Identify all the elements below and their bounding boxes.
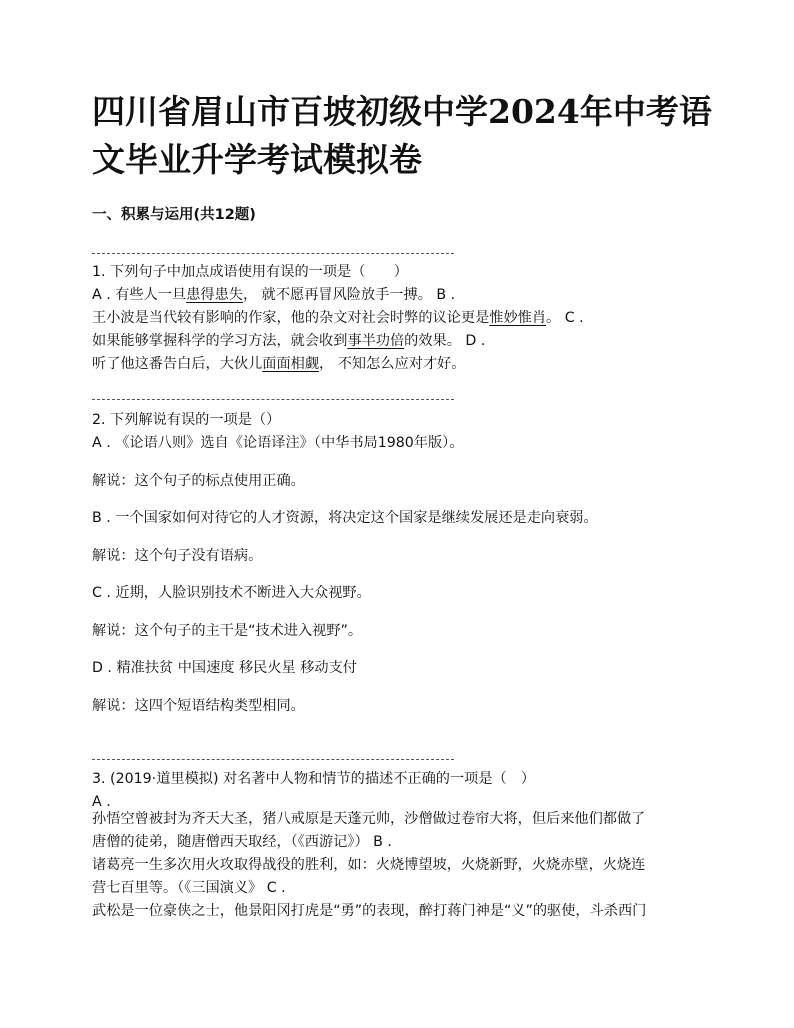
option-text: 如果能够掌握科学的学习方法，就会收到	[92, 333, 348, 349]
divider	[92, 759, 454, 760]
question-2-option-b: B . 一个国家如何对待它的人才资源，将决定这个国家是继续发展还是走向衰弱。	[92, 510, 598, 526]
question-2-option-a: A . 《论语八则》选自《论语译注》（中华书局1980年版）。	[92, 435, 464, 451]
page-title: 四川省眉山市百坡初级中学2024年中考语文毕业升学考试模拟卷	[92, 92, 712, 179]
question-2-explanation-a: 解说：这个句子的标点使用正确。	[92, 473, 305, 489]
question-3-option-a-line-1: 孙悟空曾被封为齐天大圣，猪八戒原是天蓬元帅，沙僧做过卷帘大将，但后来他们都做了	[92, 811, 646, 827]
question-2-explanation-b: 解说：这个句子没有语病。	[92, 548, 263, 564]
question-3-option-a-label: A .	[92, 794, 111, 810]
section-heading: 一、积累与运用(共12题)	[92, 207, 256, 223]
option-text: ， 不知怎么应对才好。	[319, 356, 466, 372]
question-1-option-d	[92, 354, 465, 374]
question-3-option-c-line-1: 武松是一位豪侠之士，他景阳冈打虎是“勇”的表现，醉打蒋门神是“义”的驱使，斗杀西门	[92, 903, 647, 919]
option-text: ， 就不愿再冒风险放手一搏。 B .	[242, 287, 456, 303]
divider	[92, 253, 454, 254]
question-1-stem: 1. 下列句子中加点成语使用有误的一项是（ ）	[92, 264, 408, 280]
question-1-option-a	[92, 285, 455, 305]
option-text: 王小波是当代较有影响的作家，他的杂文对社会时弊的议论更是	[92, 310, 490, 326]
idiom-underlined: 患得患失	[186, 287, 243, 303]
question-3-option-a-line-2: 唐僧的徒弟，随唐僧西天取经，（《西游记》） B .	[92, 834, 392, 850]
question-3-option-b-line-1: 诸葛亮一生多次用火攻取得战役的胜利，如：火烧博望坡，火烧新野，火烧赤壁，火烧连	[92, 857, 646, 873]
question-2-explanation-d: 解说：这四个短语结构类型相同。	[92, 698, 305, 714]
question-1-option-c	[92, 331, 485, 351]
idiom-underlined: 面面相觑	[262, 356, 320, 372]
question-2-option-c: C . 近期，人脸识别技术不断进入大众视野。	[92, 585, 371, 601]
idiom-underlined: 惟妙惟肖	[489, 310, 547, 326]
question-2-stem: 2. 下列解说有误的一项是（）	[92, 412, 281, 428]
option-text: 听了他这番告白后，大伙儿	[92, 356, 263, 372]
question-2-option-d: D . 精准扶贫 中国速度 移民火星 移动支付	[92, 660, 357, 676]
question-3-stem: 3. (2019·道里模拟) 对名著中人物和情节的描述不正确的一项是（ ）	[92, 771, 536, 787]
question-1-option-b	[92, 308, 584, 328]
divider	[92, 399, 454, 400]
question-2-explanation-c: 解说：这个句子的主干是“技术进入视野”。	[92, 623, 363, 639]
option-text: A . 有些人一旦	[92, 287, 187, 303]
option-text: 的效果。 D .	[404, 333, 486, 349]
question-3-option-b-line-2: 营七百里等。（《三国演义》 C .	[92, 880, 286, 896]
option-text: 。 C .	[546, 310, 584, 326]
idiom-underlined: 事半功倍	[347, 333, 405, 349]
